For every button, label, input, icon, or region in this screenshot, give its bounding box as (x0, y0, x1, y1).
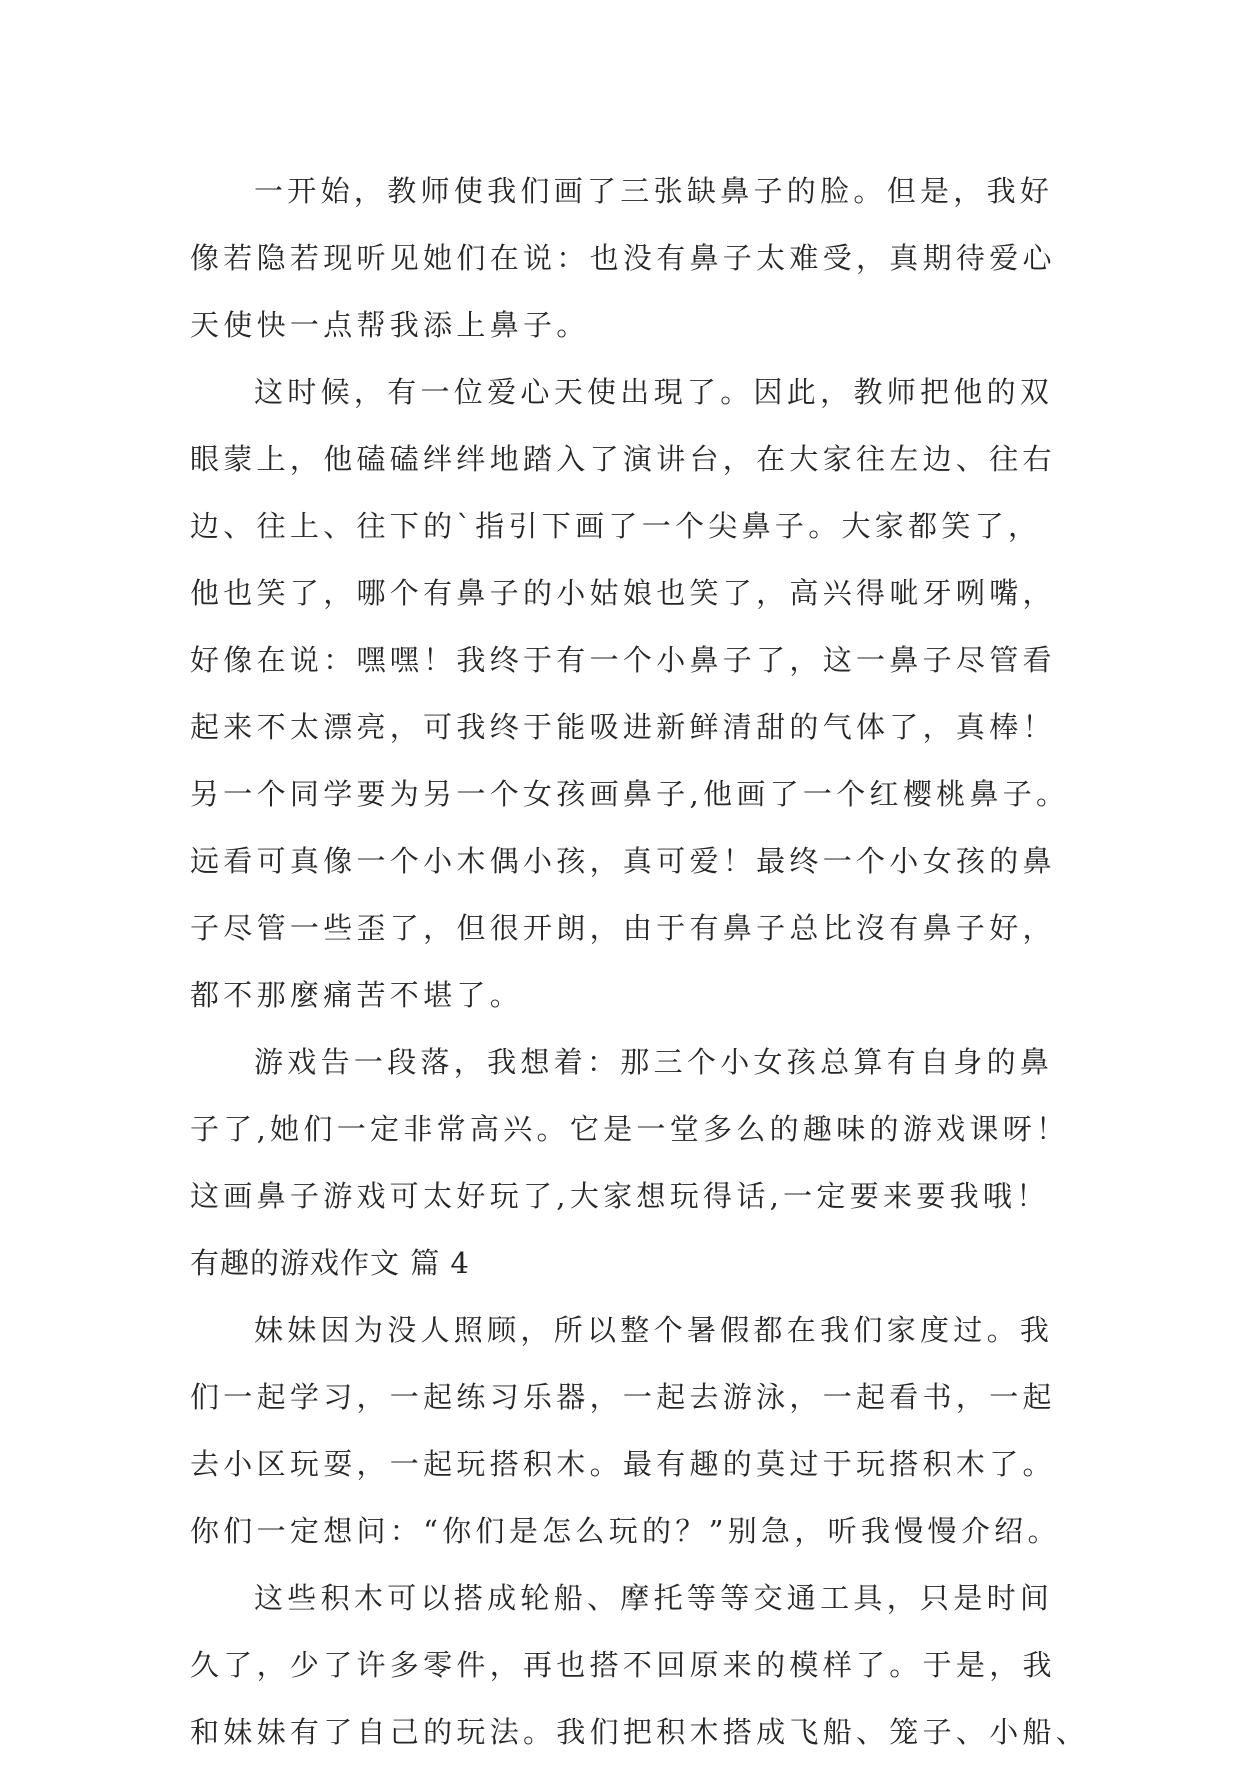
paragraph-line: 他也笑了，哪个有鼻子的小姑娘也笑了，高兴得呲牙咧嘴， (190, 576, 1056, 610)
paragraph-line: 妹妹因为没人照顾，所以整个暑假都在我们家度过。我 (254, 1313, 1054, 1347)
paragraph-line: 好像在说：嘿嘿！我终于有一个小鼻子了，这一鼻子尽管看 (190, 643, 1056, 677)
essay-body (190, 158, 1090, 1766)
paragraph-line: 眼蒙上，他磕磕绊绊地踏入了演讲台，在大家往左边、往右 (190, 442, 1056, 476)
paragraph-line: 起来不太漂亮，可我终于能吸进新鲜清甜的气体了，真棒！ (190, 710, 1056, 744)
paragraph-line: 你们一定想问：“你们是怎么玩的？”别急，听我慢慢介绍。 (190, 1514, 1061, 1548)
paragraph-line: 这时候，有一位爱心天使出現了。因此，教师把他的双 (254, 375, 1054, 409)
paragraph-line: 子尽管一些歪了，但很开朗，由于有鼻子总比沒有鼻子好， (190, 911, 1056, 945)
paragraph-line: 和妹妹有了自己的玩法。我们把积木搭成飞船、笼子、小船、 (190, 1715, 1090, 1749)
paragraph-line: 边、往上、往下的`指引下画了一个尖鼻子。大家都笑了， (190, 509, 1042, 543)
paragraph-line: 另一个同学要为另一个女孩画鼻子,他画了一个红樱桃鼻子。 (190, 777, 1070, 811)
section-heading: 有趣的游戏作文 篇 4 (190, 1246, 470, 1280)
paragraph-line: 天使快一点帮我添上鼻子。 (190, 308, 590, 342)
paragraph-line: 远看可真像一个小木偶小孩，真可爱！最终一个小女孩的鼻 (190, 844, 1056, 878)
paragraph-line: 一开始，教师使我们画了三张缺鼻子的脸。但是，我好 (254, 174, 1054, 208)
paragraph-line: 久了，少了许多零件，再也搭不回原来的模样了。于是，我 (190, 1648, 1056, 1682)
paragraph-line: 这些积木可以搭成轮船、摩托等等交通工具，只是时间 (254, 1581, 1054, 1615)
paragraph-line: 都不那麼痛苦不堪了。 (190, 978, 524, 1012)
paragraph-line: 去小区玩耍，一起玩搭积木。最有趣的莫过于玩搭积木了。 (190, 1447, 1056, 1481)
paragraph-line: 子了,她们一定非常高兴。它是一堂多么的趣味的游戏课呀！ (190, 1112, 1070, 1146)
paragraph-line: 游戏告一段落，我想着：那三个小女孩总算有自身的鼻 (254, 1045, 1054, 1079)
paragraph-line: 像若隐若现听见她们在说：也没有鼻子太难受，真期待爱心 (190, 241, 1056, 275)
paragraph-line: 们一起学习，一起练习乐器，一起去游泳，一起看书，一起 (190, 1380, 1056, 1414)
paragraph-line: 这画鼻子游戏可太好玩了,大家想玩得话,一定要来要我哦！ (190, 1179, 1050, 1213)
